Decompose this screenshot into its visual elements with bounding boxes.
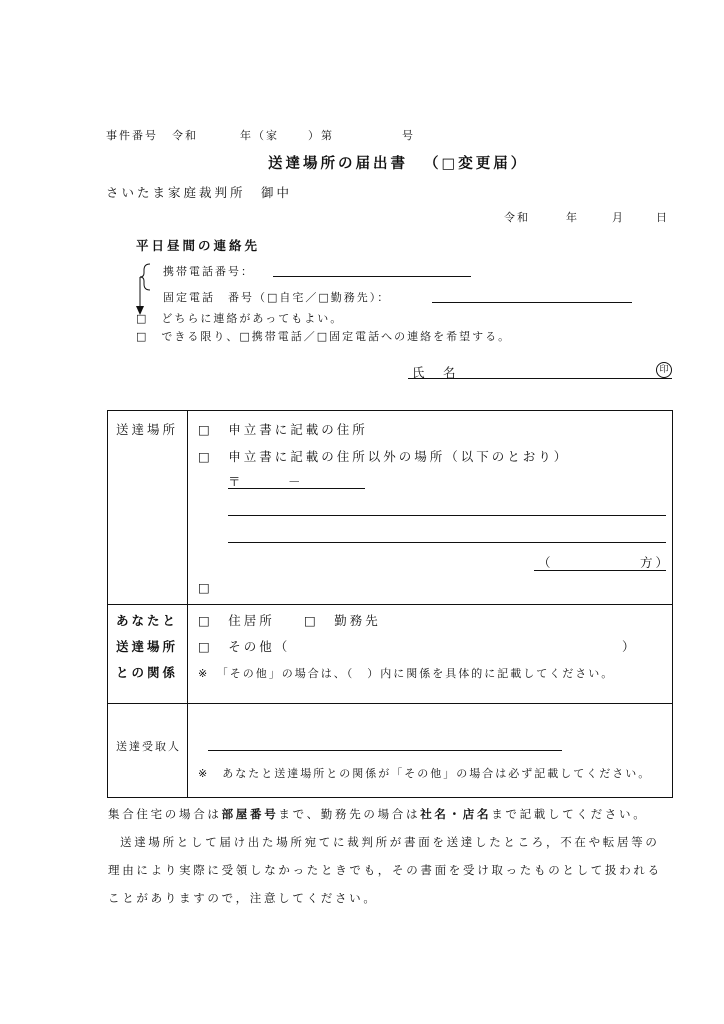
place-option-blank[interactable]: □	[198, 580, 213, 595]
name-label: 氏 名	[412, 365, 459, 380]
address-line-1[interactable]	[228, 515, 666, 516]
date-month: 月	[612, 211, 625, 224]
date-era: 令和	[504, 211, 530, 224]
recipient-note: ※ あなたと送達場所との関係が「その他」の場合は必ず記載してください。	[198, 767, 652, 780]
relation-header-3: との関係	[116, 665, 179, 680]
place-option-application-address[interactable]: □ 申立書に記載の住所	[198, 422, 368, 437]
relation-other-checkbox[interactable]: □ その他（	[198, 639, 291, 654]
postal-code-field[interactable]	[228, 488, 365, 489]
contact-heading: 平日昼間の連絡先	[136, 238, 261, 253]
seal-mark: 印	[656, 362, 672, 378]
postal-mark: 〒	[228, 474, 244, 489]
recipient-field[interactable]	[208, 750, 562, 751]
mobile-field[interactable]	[273, 276, 471, 277]
case-dai: ）第	[308, 129, 334, 142]
date-year: 年	[566, 211, 579, 224]
table-row-divider-1	[107, 604, 673, 605]
table-row-divider-2	[107, 703, 673, 704]
kata-close: 方）	[640, 555, 672, 570]
kata-open: （	[538, 555, 554, 570]
case-era: 令和	[172, 129, 198, 142]
case-number-label: 事件番号	[106, 129, 158, 142]
place-header: 送達場所	[116, 422, 179, 437]
relation-home-checkbox[interactable]: □ 住居所	[198, 613, 275, 628]
landline-field[interactable]	[432, 302, 632, 303]
relation-work-checkbox[interactable]: □ 勤務先	[304, 613, 381, 628]
mobile-label: 携帯電話番号：	[163, 265, 254, 278]
place-option-other-address[interactable]: □ 申立書に記載の住所以外の場所（以下のとおり）	[198, 449, 570, 464]
relation-note: ※ 「その他」の場合は、（ ）内に関係を具体的に記載してください。	[198, 667, 615, 680]
addressee: さいたま家庭裁判所 御中	[106, 185, 293, 200]
footer-note-2: 送達場所として届け出た場所宛てに裁判所が書面を送達したところ，不在や転居等の理由により実際に受領しなかったときでも，その書面を受け取ったものとして扱われることがありますので，注意してください。	[108, 835, 662, 905]
relation-header-2: 送達場所	[116, 639, 179, 654]
case-go: 号	[402, 129, 415, 142]
option-prefer-checkbox[interactable]: □ できる限り、□携帯電話／□固定電話への連絡を希望する。	[136, 330, 512, 343]
case-year: 年（家	[240, 129, 279, 142]
form-subtitle: （□変更届）	[424, 156, 529, 172]
date-day: 日	[656, 211, 669, 224]
form-title: 送達場所の届出書	[268, 156, 408, 172]
postal-dash: －	[288, 474, 304, 489]
landline-label: 固定電話 番号（□自宅／□勤務先）：	[163, 291, 391, 304]
address-line-2[interactable]	[228, 542, 666, 543]
relation-header-1: あなたと	[116, 613, 179, 628]
relation-other-close: ）	[622, 639, 638, 654]
footer-note-1: 集合住宅の場合は部屋番号まで、勤務先の場合は社名・店名まで記載してください。	[108, 807, 648, 821]
kata-field[interactable]	[534, 570, 666, 571]
recipient-header: 送達受取人	[116, 740, 181, 753]
option-either-checkbox[interactable]: □ どちらに連絡があってもよい。	[136, 312, 344, 325]
name-field[interactable]	[408, 378, 672, 379]
